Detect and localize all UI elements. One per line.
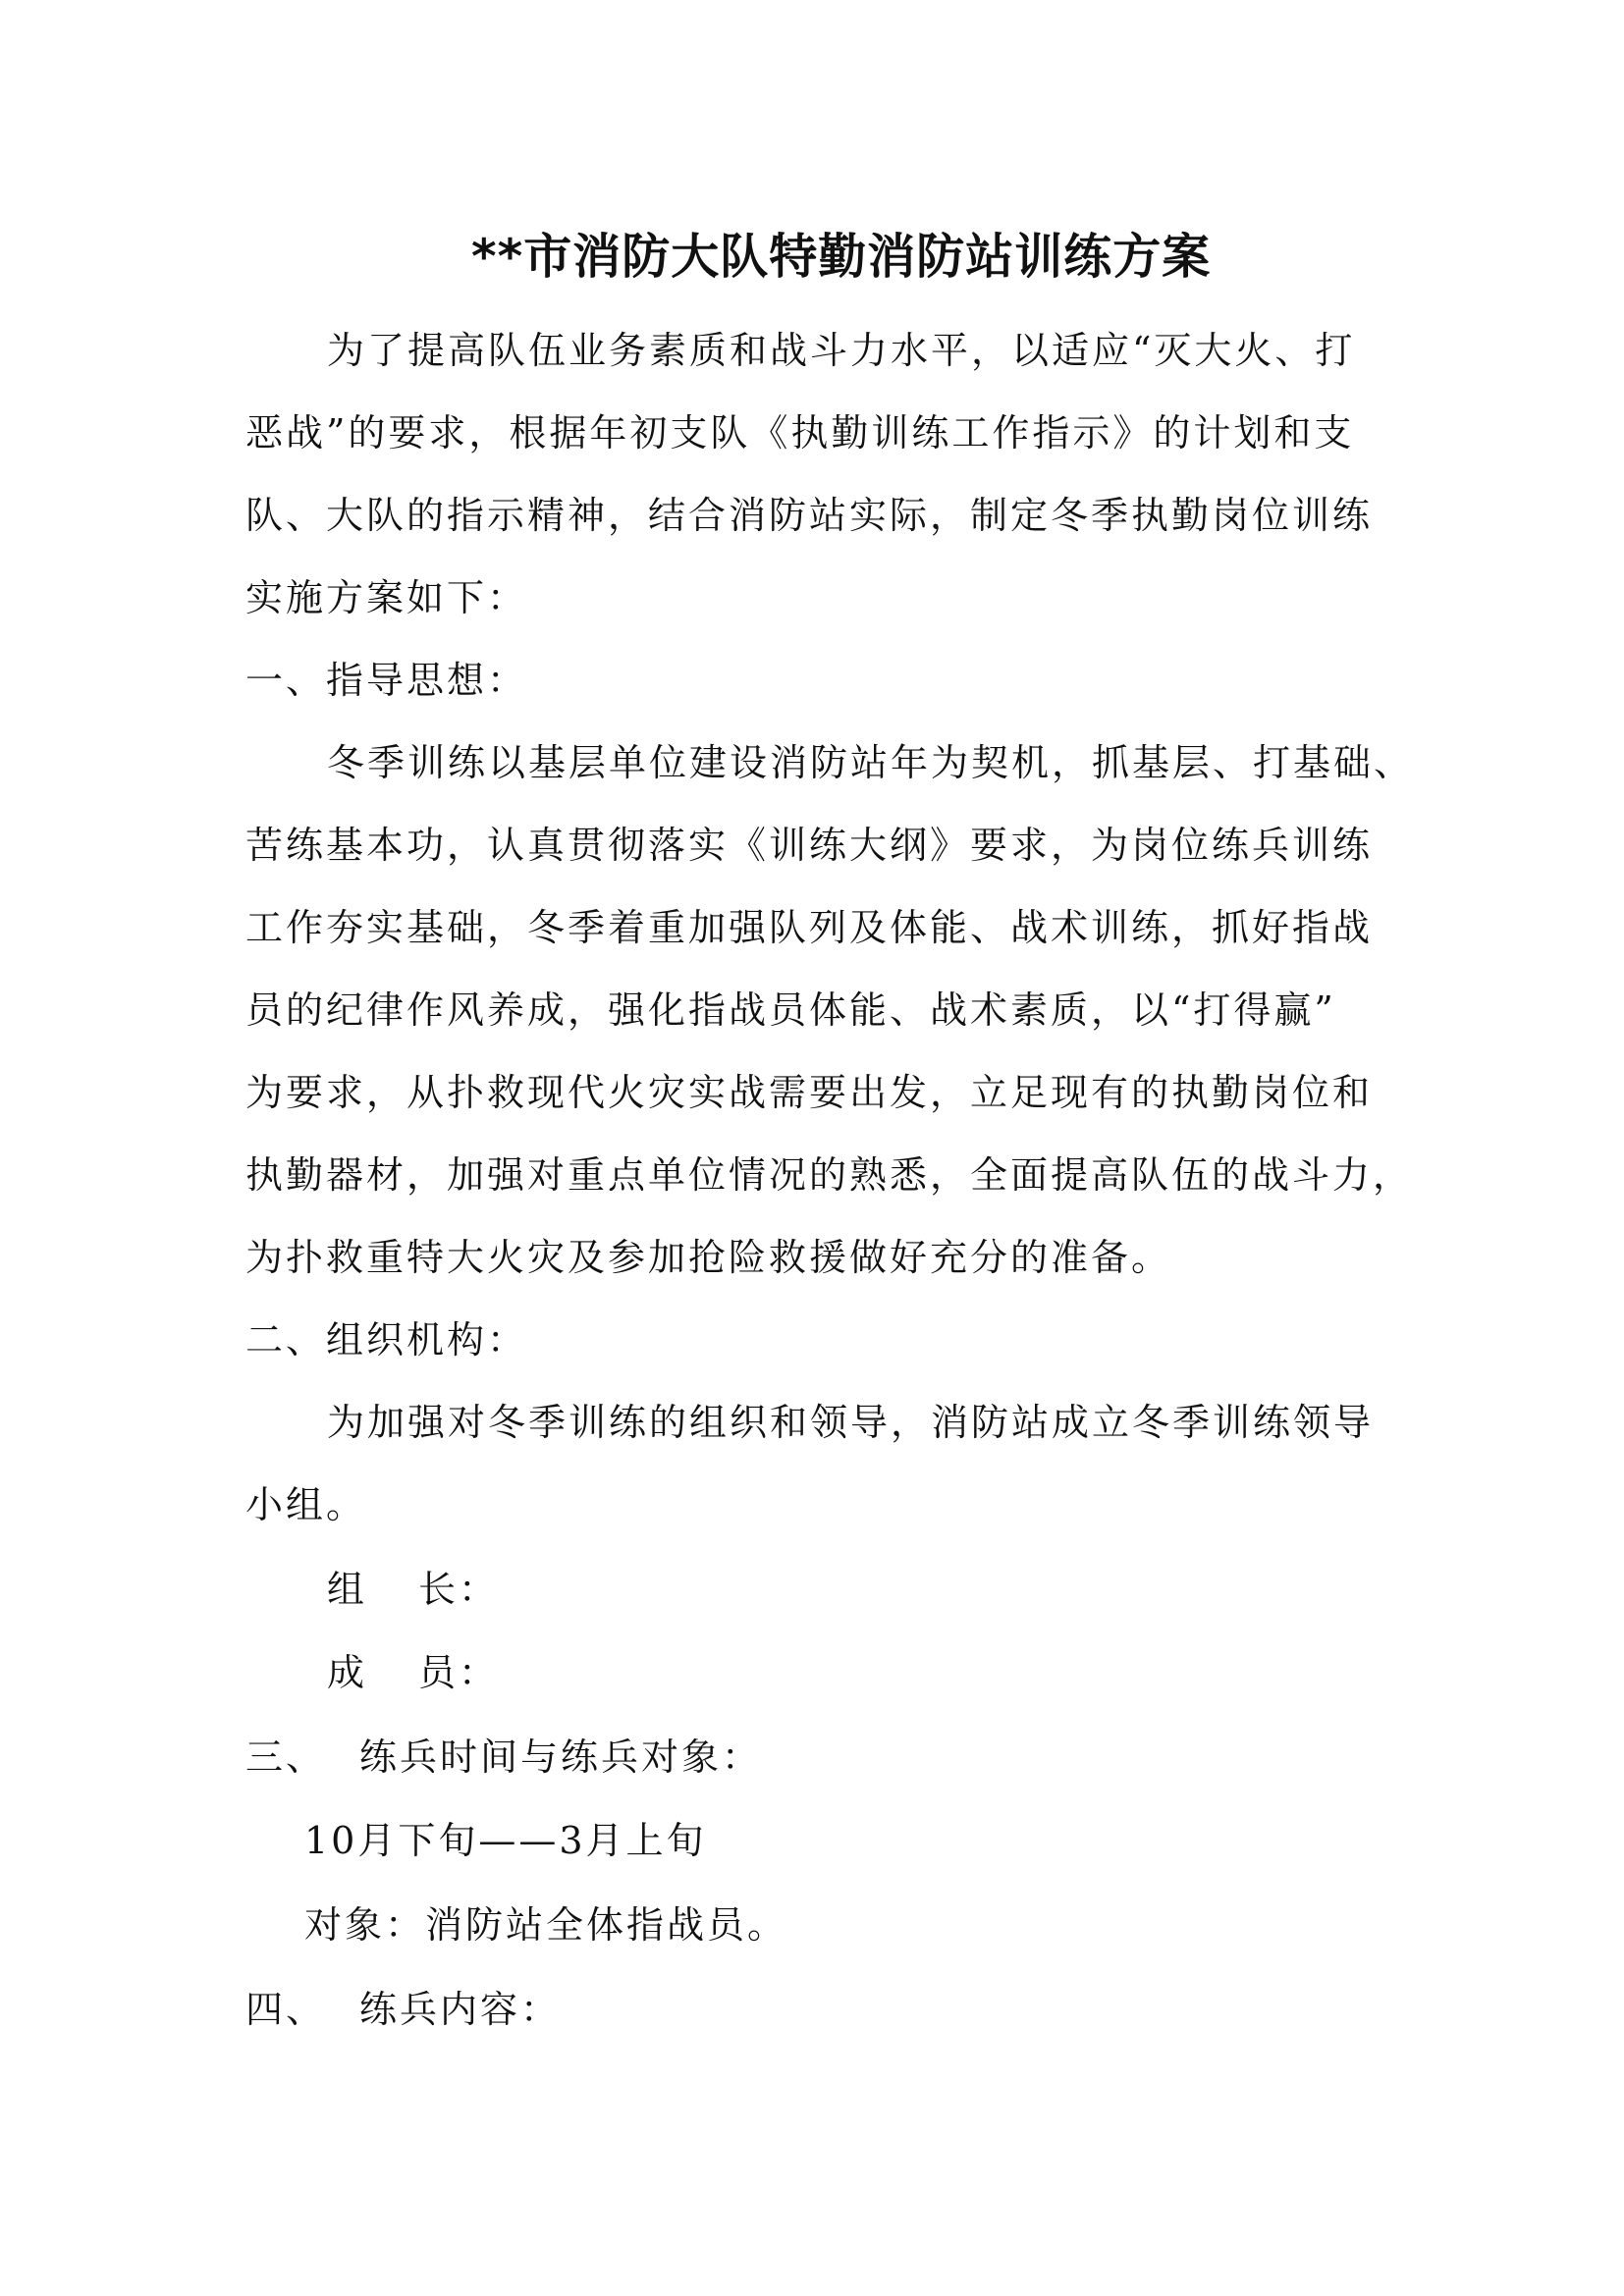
section-4-heading: 练兵内容：	[359, 1988, 562, 2031]
section-1-line-7: 为扑救重特大火灾及参加抢险救援做好充分的准备。	[245, 1236, 1172, 1279]
leader-label-char-1: 组	[327, 1568, 368, 1611]
member-label-char-1: 成	[327, 1651, 368, 1694]
leader-label-char-2: 长：	[418, 1568, 500, 1611]
member-label-char-2: 员：	[418, 1651, 500, 1694]
section-2-line-1: 为加强对冬季训练的组织和领导，消防站成立冬季训练领导	[327, 1401, 1375, 1444]
section-1-line-6: 执勤器材，加强对重点单位情况的熟悉，全面提高队伍的战斗力，	[245, 1153, 1414, 1197]
intro-line-3: 队、大队的指示精神，结合消防站实际，制定冬季执勤岗位训练	[245, 494, 1374, 537]
section-3-heading: 练兵时间与练兵对象：	[359, 1735, 763, 1779]
section-1-line-2: 苦练基本功，认真贯彻落实《训练大纲》要求，为岗位练兵训练	[245, 824, 1374, 867]
section-3-heading-row	[245, 1734, 762, 1781]
document-title: **市消防大队特勤消防站训练方案	[471, 229, 1212, 285]
intro-line-2: 恶战”的要求，根据年初支队《执勤训练工作指示》的计划和支	[245, 411, 1355, 454]
section-1-heading: 一、指导思想：	[245, 659, 528, 702]
member-row	[327, 1649, 499, 1696]
section-1-line-5: 为要求，从扑救现代火灾实战需要出发，立足现有的执勤岗位和	[245, 1071, 1374, 1114]
section-2-heading: 二、组织机构：	[245, 1318, 528, 1362]
section-4-heading-row	[245, 1986, 561, 2033]
intro-line-4: 实施方案如下：	[245, 576, 528, 619]
section-3-number: 三、	[245, 1735, 327, 1779]
section-3-target: 对象：消防站全体指战员。	[304, 1903, 788, 1947]
intro-line-1: 为了提高队伍业务素质和战斗力水平，以适应“灭大火、打	[327, 329, 1356, 372]
section-1-line-1: 冬季训练以基层单位建设消防站年为契机，抓基层、打基础、	[327, 741, 1415, 784]
section-1-line-4: 员的纪律作风养成，强化指战员体能、战术素质，以“打得赢”	[245, 988, 1336, 1032]
section-1-line-3: 工作夯实基础，冬季着重加强队列及体能、战术训练，抓好指战	[245, 906, 1374, 949]
section-2-line-2: 小组。	[245, 1483, 367, 1526]
section-3-time: 10月下旬——3月上旬	[304, 1819, 707, 1862]
leader-row	[327, 1566, 499, 1613]
section-4-number: 四、	[245, 1988, 327, 2031]
